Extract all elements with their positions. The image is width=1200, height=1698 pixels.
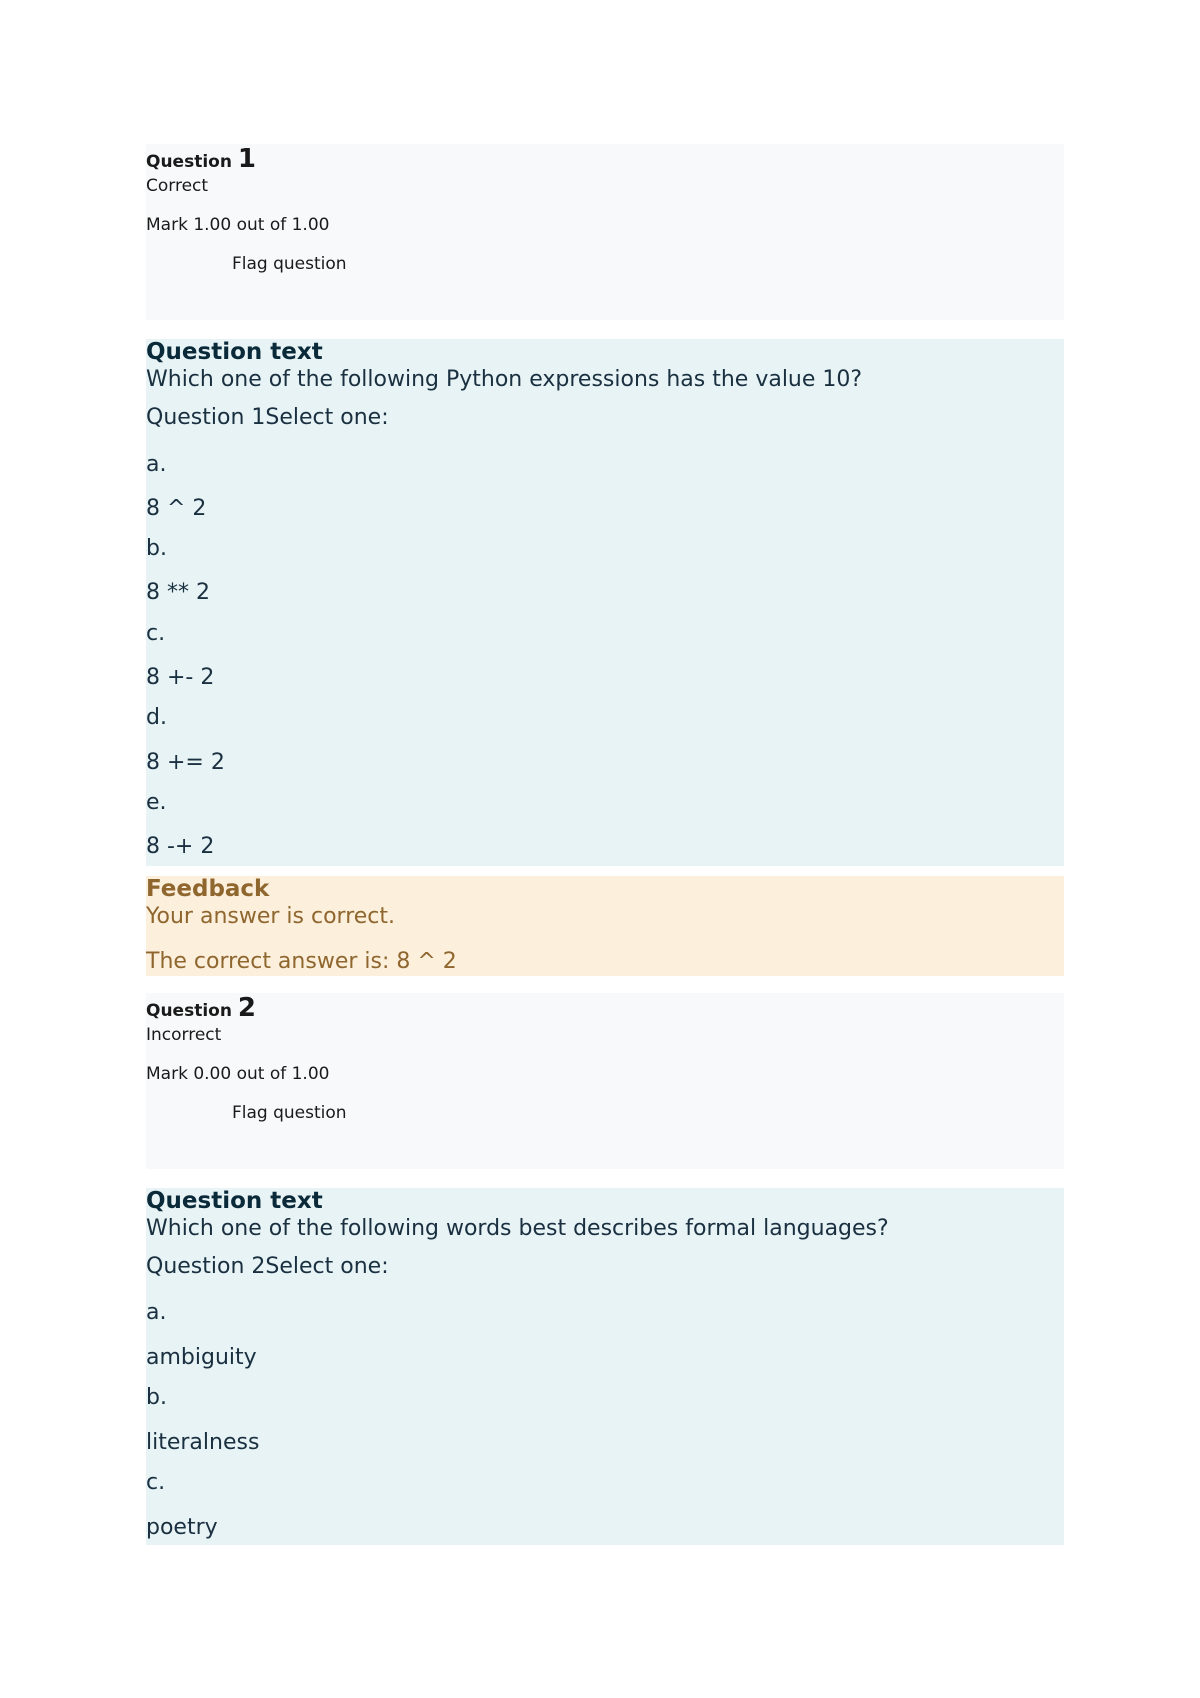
flag-question-link[interactable]: Flag question [232, 1103, 347, 1123]
question-state: Correct [146, 176, 209, 196]
question-1-formulation [146, 339, 1064, 866]
question-2-info [146, 993, 1064, 1169]
question-1-info [146, 144, 1064, 320]
feedback-heading: Feedback [146, 876, 270, 902]
correct-answer-text: The correct answer is: 8 ^ 2 [146, 949, 457, 974]
option-c-text[interactable]: 8 +- 2 [146, 665, 215, 690]
question-1-feedback [146, 876, 1064, 976]
question-number [146, 993, 256, 1023]
question-number-value: 2 [237, 993, 256, 1023]
option-d-letter[interactable]: d. [146, 705, 167, 730]
option-c-text[interactable]: poetry [146, 1515, 218, 1540]
flag-question-link[interactable]: Flag question [232, 254, 347, 274]
select-one-prompt: Question 2Select one: [146, 1254, 389, 1279]
question-text: Which one of the following words best describes formal languages? [146, 1216, 889, 1241]
option-a-text[interactable]: ambiguity [146, 1345, 257, 1370]
question-grade: Mark 1.00 out of 1.00 [146, 215, 330, 235]
question-text: Which one of the following Python expressions has the value 10? [146, 367, 863, 392]
option-b-text[interactable]: 8 ** 2 [146, 580, 210, 605]
option-a-letter[interactable]: a. [146, 1300, 167, 1325]
option-c-letter[interactable]: c. [146, 621, 166, 646]
question-text-heading: Question text [146, 1188, 323, 1214]
option-e-text[interactable]: 8 -+ 2 [146, 834, 215, 859]
option-b-letter[interactable]: b. [146, 536, 167, 561]
question-2-formulation [146, 1188, 1064, 1545]
question-number-value: 1 [237, 144, 256, 174]
option-a-text[interactable]: 8 ^ 2 [146, 496, 207, 521]
question-grade: Mark 0.00 out of 1.00 [146, 1064, 330, 1084]
question-label: Question [146, 152, 232, 172]
feedback-message: Your answer is correct. [146, 904, 396, 929]
question-state: Incorrect [146, 1025, 222, 1045]
select-one-prompt: Question 1Select one: [146, 405, 389, 430]
question-text-heading: Question text [146, 339, 323, 365]
option-b-letter[interactable]: b. [146, 1385, 167, 1410]
option-d-text[interactable]: 8 += 2 [146, 750, 225, 775]
option-a-letter[interactable]: a. [146, 452, 167, 477]
question-label: Question [146, 1001, 232, 1021]
option-b-text[interactable]: literalness [146, 1430, 260, 1455]
question-number [146, 144, 256, 174]
option-c-letter[interactable]: c. [146, 1470, 166, 1495]
option-e-letter[interactable]: e. [146, 790, 167, 815]
